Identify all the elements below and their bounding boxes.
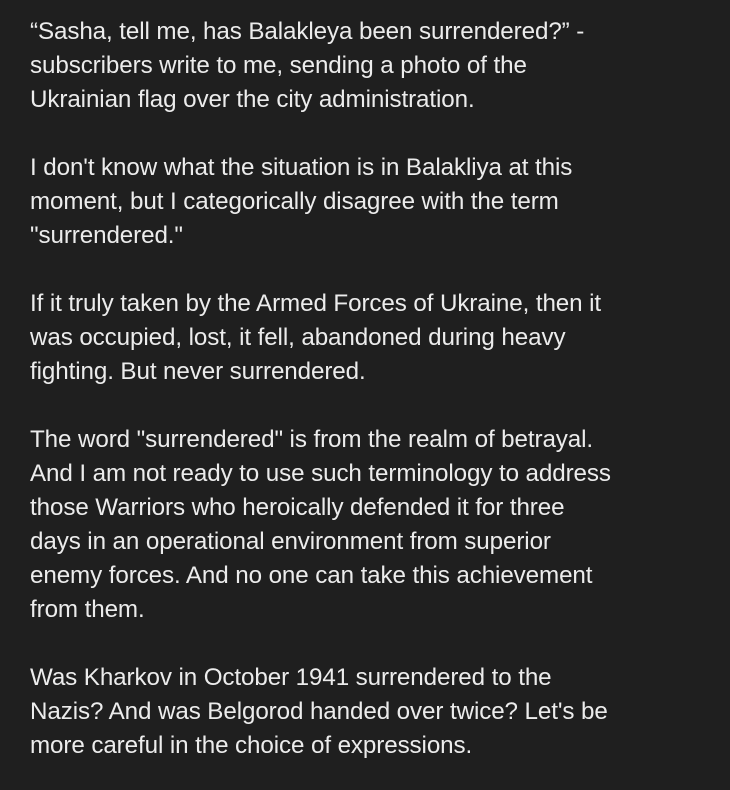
paragraph-line: was occupied, lost, it fell, abandoned during heavy: [30, 324, 566, 351]
paragraph-4: [30, 423, 720, 627]
paragraph-line: "surrendered.": [30, 222, 183, 249]
paragraph-line: fighting. But never surrendered.: [30, 358, 366, 385]
paragraph-line: subscribers write to me, sending a photo of the: [30, 52, 527, 79]
paragraph-line: “Sasha, tell me, has Balakleya been surrendered?” -: [30, 18, 585, 45]
paragraph-5: [30, 661, 720, 763]
paragraph-2: [30, 151, 720, 253]
paragraph-line: moment, but I categorically disagree with the term: [30, 188, 559, 215]
paragraph-line: The word "surrendered" is from the realm of betrayal.: [30, 426, 594, 453]
paragraph-line: those Warriors who heroically defended it for three: [30, 494, 565, 521]
paragraph-line: And I am not ready to use such terminology to address: [30, 460, 611, 487]
message-body: [30, 15, 720, 763]
paragraph-line: Was Kharkov in October 1941 surrendered to the: [30, 664, 552, 691]
paragraph-line: I don't know what the situation is in Balakliya at this: [30, 154, 573, 181]
paragraph-line: from them.: [30, 596, 145, 623]
paragraph-3: [30, 287, 720, 389]
paragraph-line: more careful in the choice of expressions.: [30, 732, 473, 759]
paragraph-line: If it truly taken by the Armed Forces of Ukraine, then it: [30, 290, 602, 317]
paragraph-line: Nazis? And was Belgorod handed over twice? Let's be: [30, 698, 608, 725]
paragraph-line: days in an operational environment from superior: [30, 528, 551, 555]
paragraph-line: enemy forces. And no one can take this achievement: [30, 562, 593, 589]
paragraph-1: [30, 15, 720, 117]
paragraph-line: Ukrainian flag over the city administration.: [30, 86, 475, 113]
